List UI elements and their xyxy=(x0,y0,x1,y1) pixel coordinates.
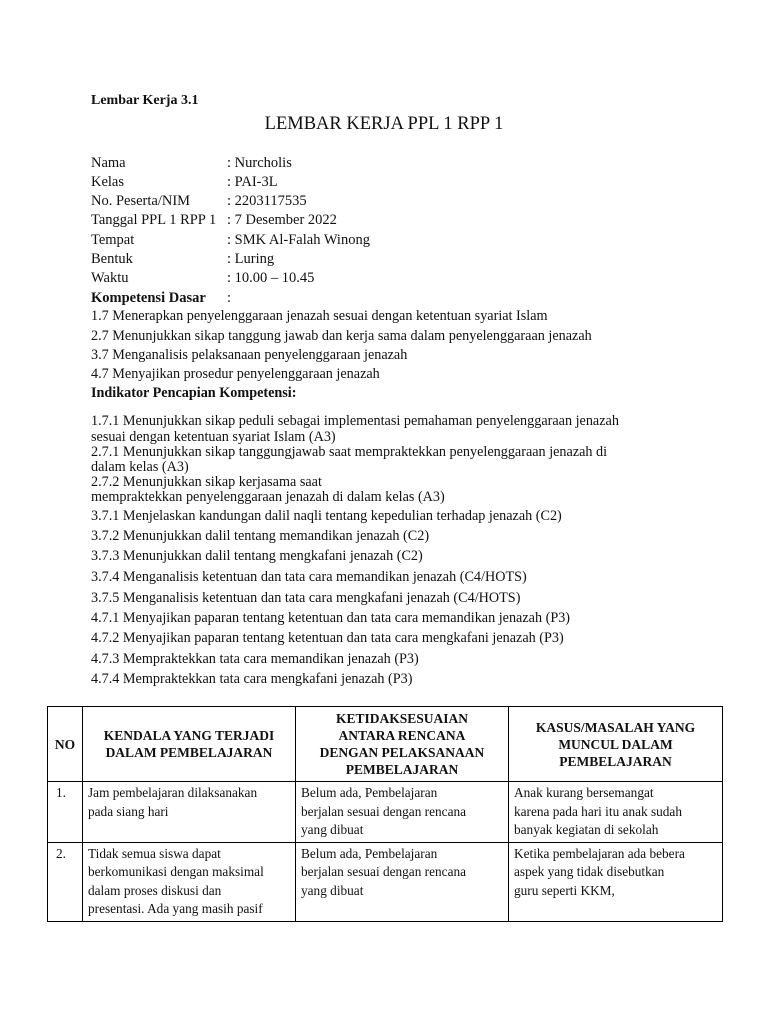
header-ketidaksesuaian xyxy=(296,707,509,782)
indikator-line: 2.7.2 Menunjukkan sikap kerjasama saat xyxy=(91,474,322,490)
info-label: Nama xyxy=(91,155,126,171)
cell-text: berjalan sesuai dengan rencana xyxy=(301,864,467,879)
info-value: : Luring xyxy=(227,251,275,267)
indikator-line: mempraktekkan penyelenggaraan jenazah di dalam kelas (A3) xyxy=(91,489,445,505)
info-value: : 10.00 – 10.45 xyxy=(227,270,315,286)
indikator-line: sesuai dengan ketentuan syariat Islam (A3) xyxy=(91,429,336,445)
info-value: : 7 Desember 2022 xyxy=(227,212,337,228)
cell-kasus xyxy=(509,842,723,921)
header-text: KENDALA YANG TERJADI xyxy=(103,728,275,743)
cell-text: banyak kegiatan di sekolah xyxy=(514,822,659,837)
info-label: Bentuk xyxy=(91,251,133,267)
header-text: ANTARA RENCANA xyxy=(338,728,466,743)
indikator-line: 4.7.2 Menyajikan paparan tentang ketentuan dan tata cara mengkafani jenazah (P3) xyxy=(91,630,564,646)
cell-text: Belum ada, Pembelajaran xyxy=(301,785,438,800)
cell-text: Tidak semua siswa dapat xyxy=(88,845,221,861)
cell-text: berkomunikasi dengan maksimal xyxy=(88,864,264,879)
indikator-line: 3.7.5 Menganalisis ketentuan dan tata cara mengkafani jenazah (C4/HOTS) xyxy=(91,590,521,606)
cell-text: aspek yang tidak disebutkan xyxy=(514,864,665,879)
indikator-heading: Indikator Pencapian Kompetensi: xyxy=(91,385,297,401)
cell-text: berjalan sesuai dengan rencana xyxy=(301,803,467,819)
header-text: MUNCUL DALAM xyxy=(558,736,673,752)
kd-item: 4.7 Menyajikan prosedur penyelenggaraan jenazah xyxy=(91,366,380,382)
header-kendala xyxy=(83,707,296,782)
worksheet-subtitle: Lembar Kerja 3.1 xyxy=(91,93,199,108)
indikator-line: 3.7.3 Menunjukkan dalil tentang mengkafani jenazah (C2) xyxy=(91,548,423,564)
header-text: KETIDAKSESUAIAN xyxy=(335,711,469,726)
kd-item: 3.7 Menganalisis pelaksanaan penyelenggaraan jenazah xyxy=(91,347,408,363)
indikator-line: 4.7.1 Menyajikan paparan tentang ketentuan dan tata cara memandikan jenazah (P3) xyxy=(91,610,571,626)
cell-ketidaksesuaian xyxy=(296,842,509,921)
header-text: DALAM PEMBELAJARAN xyxy=(105,745,273,760)
cell-kendala xyxy=(83,842,296,921)
cell-text: karena pada hari itu anak sudah xyxy=(514,803,682,819)
cell-text: presentasi. Ada yang masih pasif xyxy=(88,901,263,916)
cell-text: guru seperti KKM, xyxy=(514,882,615,898)
indikator-line: 1.7.1 Menunjukkan sikap peduli sebagai implementasi pemahaman penyelenggaraan jenazah xyxy=(91,413,619,429)
info-label: Tanggal PPL 1 RPP 1 xyxy=(91,212,217,228)
header-text: DENGAN PELAKSANAAN xyxy=(319,745,485,760)
info-value: : 2203117535 xyxy=(227,193,307,209)
info-label: Kelas xyxy=(91,174,125,190)
cell-text: Jam pembelajaran dilaksanakan xyxy=(88,785,258,800)
info-label: Waktu xyxy=(91,270,129,286)
cell-text: pada siang hari xyxy=(88,803,169,819)
info-value: : Nurcholis xyxy=(227,155,292,171)
indikator-line: 3.7.2 Menunjukkan dalil tentang memandikan jenazah (C2) xyxy=(91,528,430,544)
kompetensi-dasar-heading: Kompetensi Dasar xyxy=(91,290,206,306)
indikator-line: 3.7.1 Menjelaskan kandungan dalil naqli tentang kepedulian terhadap jenazah (C2) xyxy=(91,508,562,524)
info-value: : SMK Al-Falah Winong xyxy=(227,232,370,248)
kendala-table xyxy=(47,706,723,922)
indikator-line: dalam kelas (A3) xyxy=(91,459,189,475)
cell-no: 2. xyxy=(48,842,83,921)
header-no xyxy=(48,707,83,782)
kd-item: 2.7 Menunjukkan sikap tanggung jawab dan kerja sama dalam penyelenggaraan jenazah xyxy=(91,328,592,344)
indikator-line: 4.7.3 Mempraktekkan tata cara memandikan jenazah (P3) xyxy=(91,651,419,667)
header-kasus xyxy=(509,707,723,782)
cell-text: Ketika pembelajaran ada bebera xyxy=(514,845,685,861)
info-value: : xyxy=(227,290,232,306)
header-text: PEMBELAJARAN xyxy=(559,753,672,769)
info-label: No. Peserta/NIM xyxy=(91,193,191,209)
cell-text: yang dibuat xyxy=(301,882,364,898)
indikator-line: 2.7.1 Menunjukkan sikap tanggungjawab saat mempraktekkan penyelenggaraan jenazah di xyxy=(91,444,608,460)
table-header-row xyxy=(48,707,723,782)
indikator-line: 4.7.4 Mempraktekkan tata cara mengkafani jenazah (P3) xyxy=(91,671,413,687)
cell-text: yang dibuat xyxy=(301,822,364,837)
table-row xyxy=(48,842,723,921)
kd-item: 1.7 Menerapkan penyelenggaraan jenazah sesuai dengan ketentuan syariat Islam xyxy=(91,308,548,324)
worksheet-title: LEMBAR KERJA PPL 1 RPP 1 xyxy=(264,114,504,134)
cell-kendala xyxy=(83,782,296,843)
info-label: Tempat xyxy=(91,232,135,248)
cell-text: Belum ada, Pembelajaran xyxy=(301,845,438,861)
indikator-line: 3.7.4 Menganalisis ketentuan dan tata cara memandikan jenazah (C4/HOTS) xyxy=(91,569,527,585)
header-text: NO xyxy=(54,736,76,752)
cell-text: dalam proses diskusi dan xyxy=(88,882,222,898)
cell-kasus xyxy=(509,782,723,843)
table-row xyxy=(48,782,723,843)
header-text: PEMBELAJARAN xyxy=(345,762,459,777)
cell-no: 1. xyxy=(48,782,83,843)
cell-text: Anak kurang bersemangat xyxy=(514,785,654,800)
info-value: : PAI-3L xyxy=(227,174,278,190)
header-text: KASUS/MASALAH YANG xyxy=(535,719,696,735)
cell-ketidaksesuaian xyxy=(296,782,509,843)
